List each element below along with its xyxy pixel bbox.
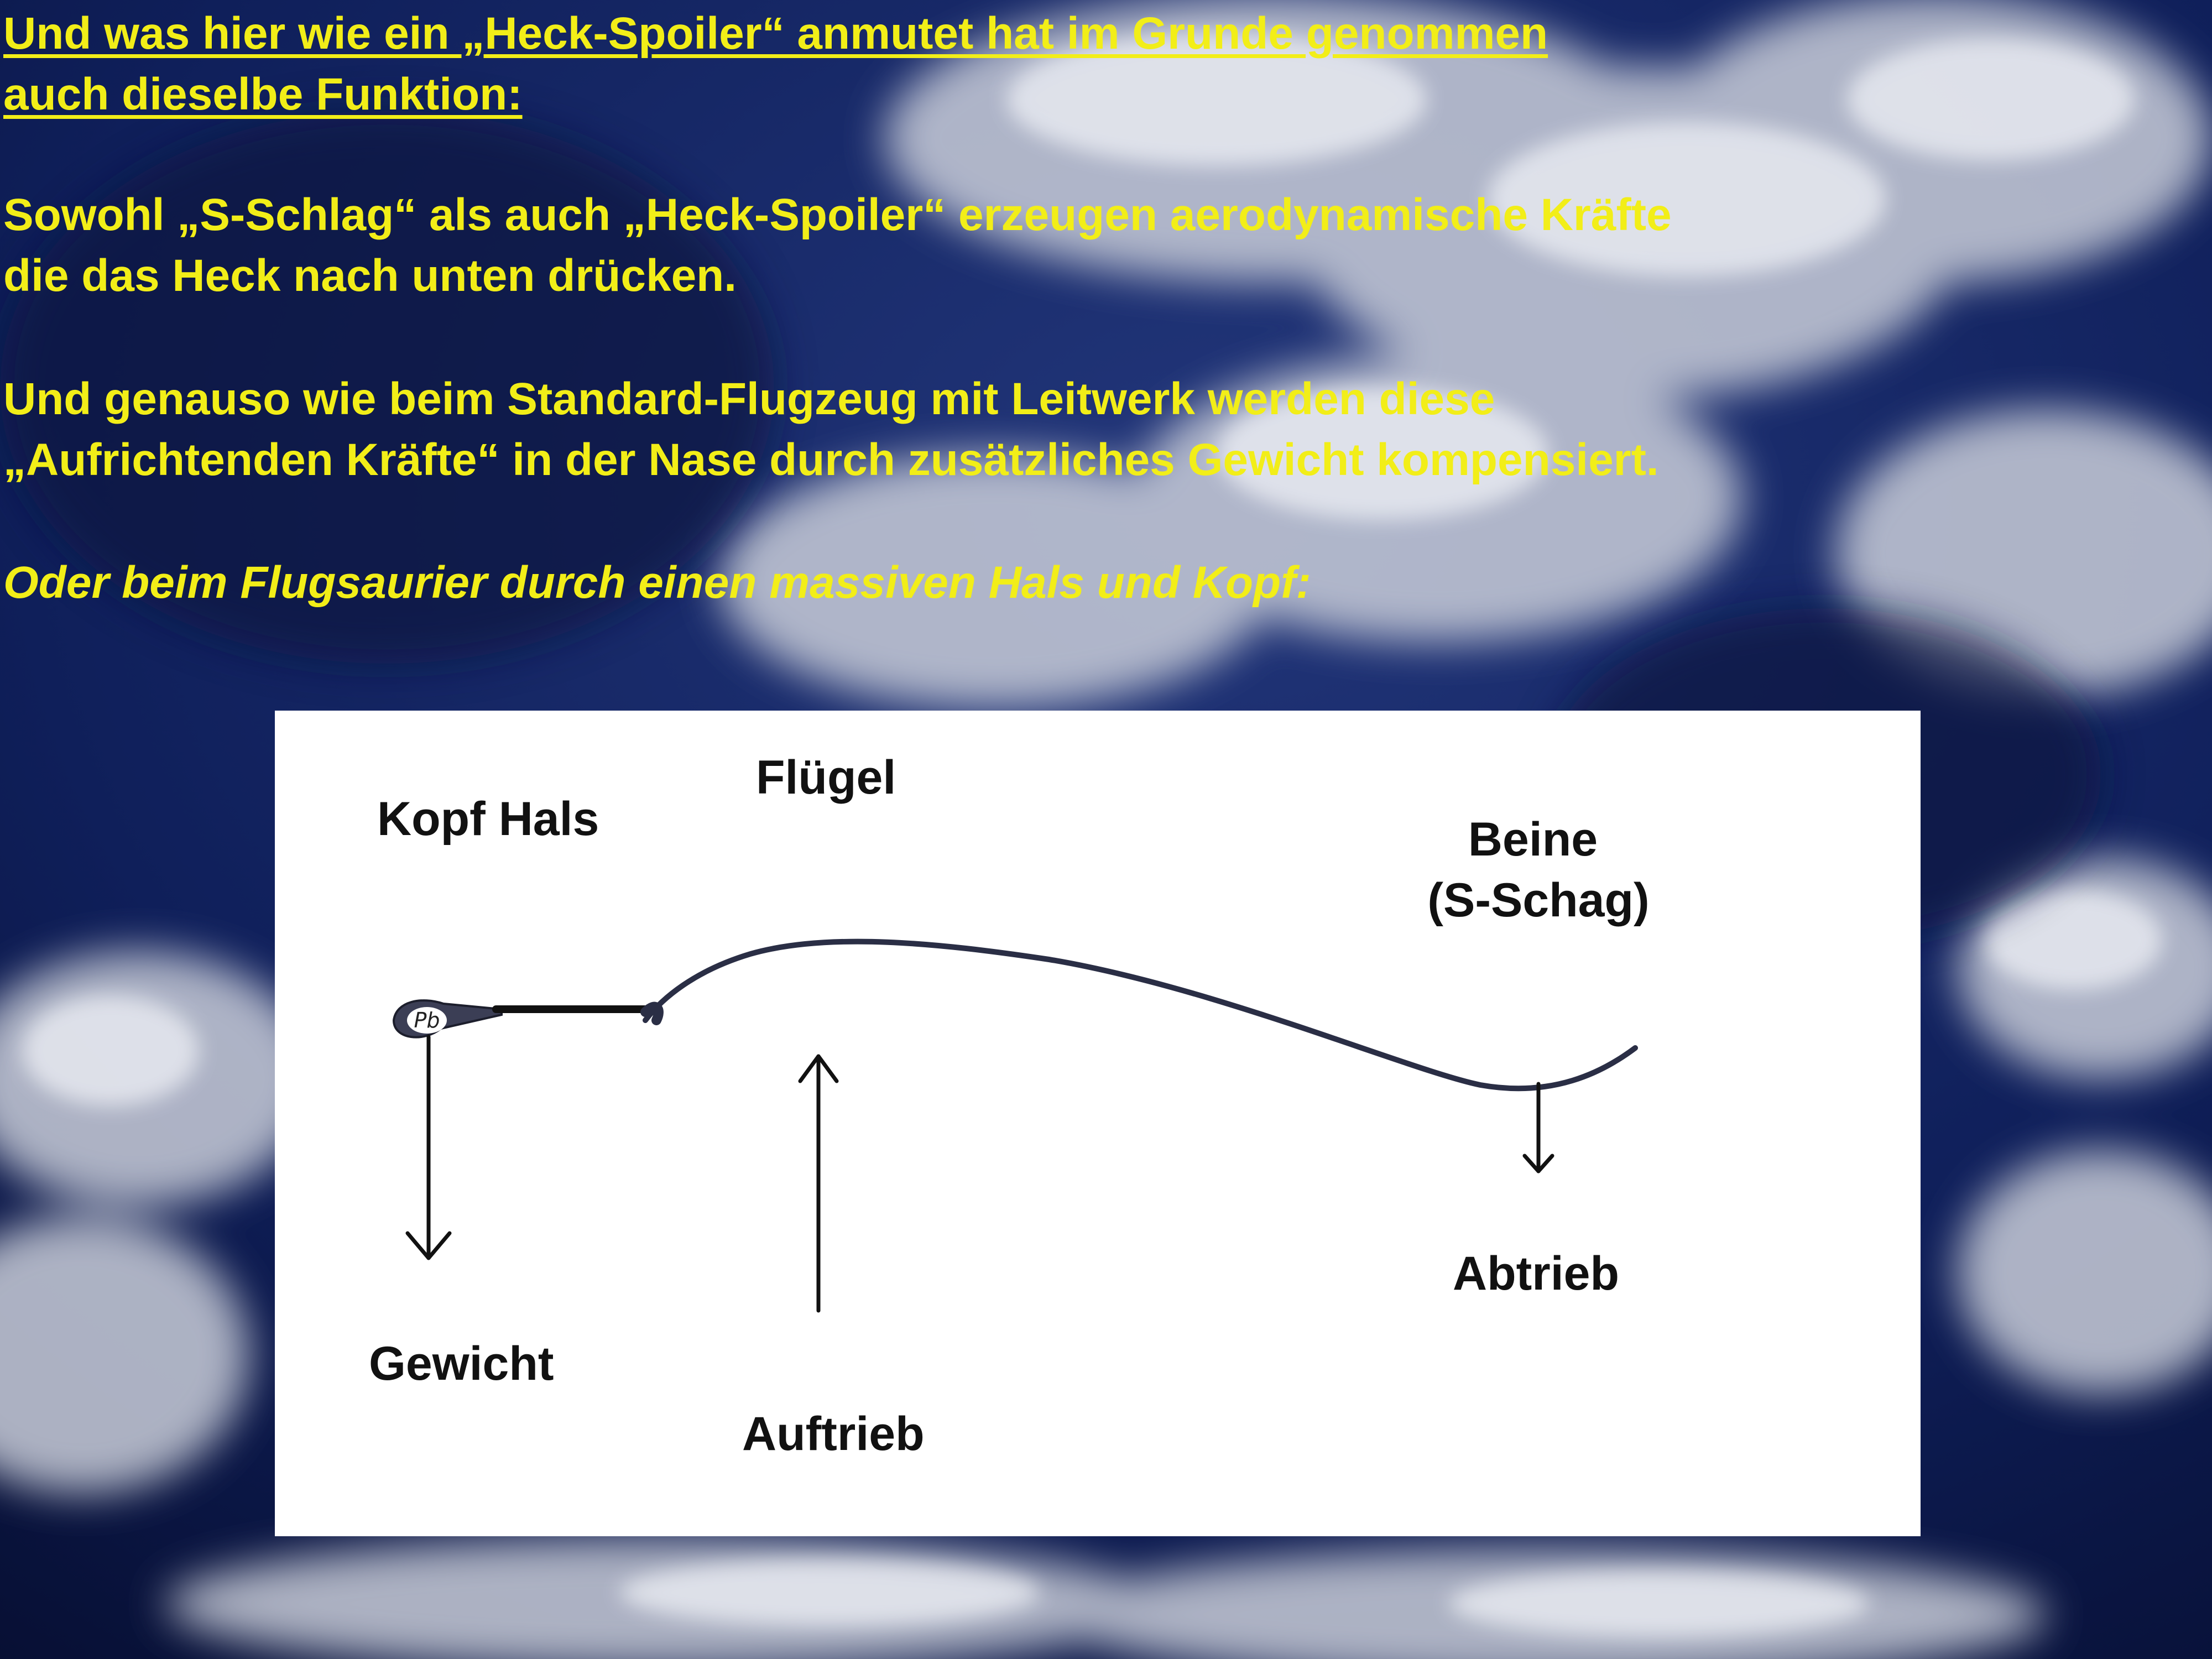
weight-arrow [408, 1037, 450, 1258]
wing-profile [645, 942, 1635, 1089]
paragraph-1-line-1: Sowohl „S-Schlag“ als auch „Heck-Spoiler“ erzeugen aerodynamische Kräfte [3, 190, 1672, 240]
head-weight-mark: Pb [414, 1008, 440, 1032]
label-beine: Beine [1468, 813, 1598, 866]
label-kopf-hals: Kopf Hals [377, 792, 599, 846]
label-auftrieb: Auftrieb [742, 1407, 925, 1460]
diagram-panel [275, 711, 1921, 1536]
paragraph-3 [3, 552, 1311, 613]
force-diagram [275, 711, 1921, 1536]
paragraph-2-line-2: „Aufrichtenden Kräfte“ in der Nase durch zusätzliches Gewicht kompensiert. [3, 435, 1659, 485]
lift-arrow [800, 1056, 837, 1311]
label-gewicht: Gewicht [369, 1337, 554, 1390]
label-fluegel: Flügel [756, 751, 896, 804]
heading-line-2: auch dieselbe Funktion: [3, 69, 523, 119]
heading-line-1: Und was hier wie ein „Heck-Spoiler“ anmutet hat im Grunde genommen [3, 8, 1548, 59]
paragraph-1 [3, 185, 1672, 306]
downforce-arrow [1525, 1084, 1552, 1171]
label-s-schag: (S-Schag) [1427, 874, 1650, 927]
label-abtrieb: Abtrieb [1453, 1247, 1619, 1300]
paragraph-3-line-1: Oder beim Flugsaurier durch einen massiven Hals und Kopf: [3, 557, 1311, 608]
paragraph-2 [3, 369, 1659, 491]
heading [3, 3, 1548, 125]
paragraph-1-line-2: die das Heck nach unten drücken. [3, 251, 737, 301]
paragraph-2-line-1: Und genauso wie beim Standard-Flugzeug mit Leitwerk werden diese [3, 374, 1495, 424]
